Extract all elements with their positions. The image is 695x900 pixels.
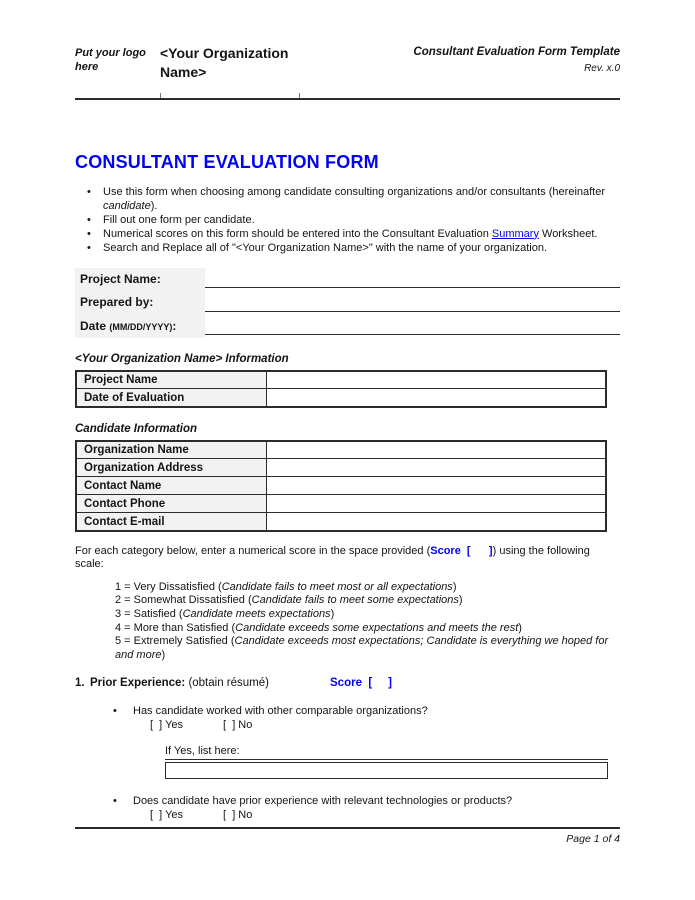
- table-row: [76, 441, 606, 459]
- input-underline: [205, 334, 620, 335]
- candidate-info-heading: Candidate Information: [75, 422, 198, 435]
- prepared-by-input[interactable]: [205, 291, 620, 314]
- logo-placeholder: Put your logo here: [75, 47, 146, 73]
- scale-text: 3 = Satisfied (: [115, 608, 183, 621]
- org-name-placeholder: <Your Organization Name>: [160, 45, 289, 80]
- instruction-text: ) using the following scale:: [75, 544, 590, 571]
- section-title: Prior Experience:: [90, 677, 189, 690]
- scale-text: ): [330, 608, 335, 621]
- date-of-evaluation-label: Date of Evaluation: [76, 389, 266, 407]
- section-note: (obtain résumé): [188, 677, 269, 690]
- instruction-text: For each category below, enter a numerical score in the space provided (: [75, 544, 431, 557]
- doc-revision: Rev. x.0: [584, 63, 620, 74]
- bullet-text: Use this form when choosing among candidate consulting organizations and/or consultants (hereinafter: [103, 186, 606, 198]
- project-name-row: [75, 268, 620, 291]
- candidate-info-table: [75, 440, 607, 532]
- contact-phone-label: Contact Phone: [76, 495, 266, 513]
- date-input[interactable]: [205, 315, 620, 338]
- contact-email-label: Contact E-mail: [76, 513, 266, 531]
- scale-item-3: [115, 608, 620, 622]
- prepared-by-row: [75, 291, 620, 314]
- header-rule-tick: [299, 93, 300, 98]
- rating-scale-list: [115, 581, 620, 663]
- bullet-text: Numerical scores on this form should be entered into the Consultant Evaluation: [103, 227, 492, 240]
- scale-text: 5 = Extremely Satisfied (: [115, 635, 235, 648]
- no-checkbox[interactable]: [ ] No: [223, 808, 253, 821]
- intro-bullet-1: [75, 186, 620, 213]
- prepared-by-label: Prepared by:: [75, 291, 205, 314]
- input-underline: [205, 311, 620, 312]
- date-row: [75, 315, 620, 338]
- contact-name-field[interactable]: [266, 477, 606, 495]
- question-1-options: [75, 719, 620, 733]
- scale-text: 2 = Somewhat Dissatisfied (: [115, 594, 252, 607]
- intro-bullet-list: [75, 186, 620, 255]
- page-header: [75, 44, 620, 100]
- yes-checkbox[interactable]: [ ] Yes: [150, 808, 184, 821]
- header-rule-tick: [160, 93, 161, 98]
- scale-text-italic: Candidate meets expectations: [182, 608, 331, 621]
- table-row: [76, 495, 606, 513]
- contact-email-field[interactable]: [266, 513, 606, 531]
- if-yes-label: If Yes, list here:: [165, 745, 608, 760]
- intro-bullet-4: [75, 242, 620, 256]
- question-2-options: [75, 809, 620, 823]
- scale-item-2: [115, 594, 620, 608]
- org-project-name-field[interactable]: [266, 371, 606, 389]
- page-title: CONSULTANT EVALUATION FORM: [75, 152, 379, 172]
- org-info-table: [75, 370, 607, 408]
- question-1: • Has candidate worked with other comparable organizations?: [75, 705, 620, 719]
- score-bracket: Score [ ]: [430, 544, 493, 557]
- scale-text: ): [452, 580, 457, 593]
- table-row: [76, 477, 606, 495]
- date-format-hint: (MM/DD/YYYY): [109, 321, 173, 332]
- table-row: [76, 371, 606, 389]
- page-number: Page 1 of 4: [566, 833, 620, 845]
- table-row: [76, 513, 606, 531]
- scale-item-4: [115, 622, 620, 636]
- scale-text-italic: Candidate fails to meet most or all expectations: [221, 580, 453, 593]
- scale-item-1: [115, 581, 620, 595]
- doc-template-title: Consultant Evaluation Form Template: [413, 46, 620, 58]
- bullet-text: Worksheet.: [538, 227, 598, 240]
- organization-address-label: Organization Address: [76, 459, 266, 477]
- org-info-heading-name: <Your Organization Name>: [75, 352, 223, 365]
- scoring-instructions: [75, 545, 620, 572]
- contact-phone-field[interactable]: [266, 495, 606, 513]
- if-yes-block: [165, 745, 608, 779]
- org-info-heading: [75, 353, 620, 365]
- contact-name-label: Contact Name: [76, 477, 266, 495]
- page-footer: [75, 827, 620, 845]
- date-label-main: Date: [80, 318, 110, 333]
- scale-text-italic: Candidate exceeds some expectations and meets the rest: [235, 621, 519, 634]
- project-name-label: Project Name:: [75, 268, 205, 291]
- scale-text: 4 = More than Satisfied (: [115, 621, 236, 634]
- org-project-name-label: Project Name: [76, 371, 266, 389]
- scale-text-italic: Candidate exceeds most expectations; Candidate is everything we hoped for and more: [115, 635, 609, 661]
- organization-address-field[interactable]: [266, 459, 606, 477]
- date-label: [75, 315, 205, 338]
- scale-text: ): [458, 594, 463, 607]
- date-label-colon: :: [172, 318, 177, 333]
- project-info-block: [75, 268, 620, 338]
- intro-bullet-2: [75, 214, 620, 228]
- scale-text: 1 = Very Dissatisfied (: [115, 580, 222, 593]
- if-yes-input-box[interactable]: [165, 762, 608, 779]
- scale-text: ): [518, 621, 522, 634]
- intro-bullet-3: [75, 228, 620, 242]
- bullet-text: ).: [150, 199, 158, 212]
- bullet-text: Search and Replace all of "<Your Organization Name>" with the name of your organization.: [103, 241, 547, 254]
- document-body: [75, 152, 620, 822]
- table-row: [76, 389, 606, 407]
- org-info-heading-rest: Information: [222, 352, 289, 365]
- summary-worksheet-link[interactable]: Summary: [491, 227, 539, 240]
- scale-item-5: [115, 635, 620, 662]
- table-row: [76, 459, 606, 477]
- bullet-text-italic: candidate: [103, 199, 151, 212]
- date-of-evaluation-field[interactable]: [266, 389, 606, 407]
- scale-text-italic: Candidate fails to meet some expectations: [251, 594, 459, 607]
- project-name-input[interactable]: [205, 268, 620, 291]
- bullet-text: Fill out one form per candidate.: [103, 213, 255, 226]
- section-score-bracket[interactable]: Score [ ]: [330, 677, 392, 690]
- no-checkbox[interactable]: [ ] No: [223, 719, 253, 732]
- section-1-heading: [75, 677, 620, 689]
- header-right: [300, 44, 620, 92]
- organization-name-label: Organization Name: [76, 441, 266, 459]
- scale-text: ): [161, 648, 166, 661]
- yes-checkbox[interactable]: [ ] Yes: [150, 719, 184, 732]
- organization-name-field[interactable]: [266, 441, 606, 459]
- section-number: 1.: [75, 677, 85, 690]
- input-underline: [205, 287, 620, 288]
- question-2: • Does candidate have prior experience with relevant technologies or products?: [75, 795, 620, 809]
